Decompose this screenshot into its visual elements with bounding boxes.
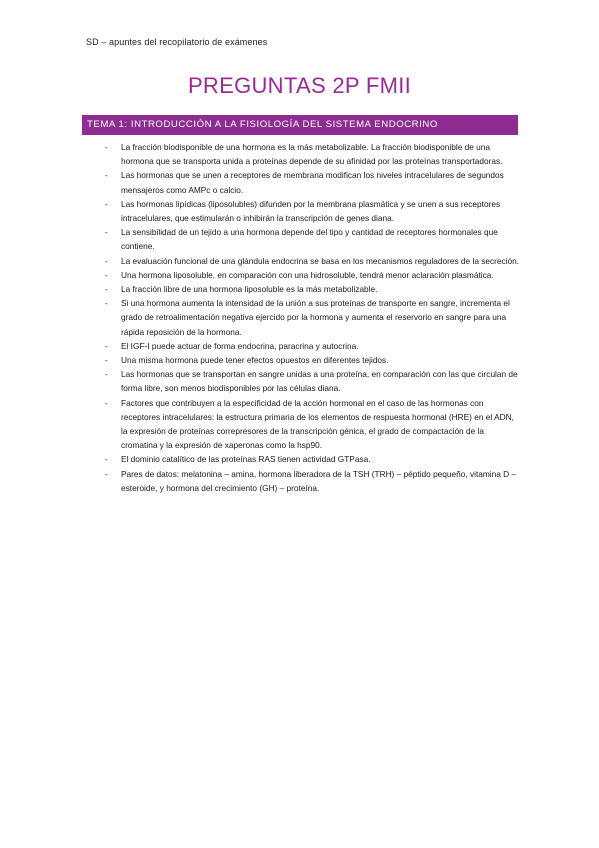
bullet-dash: - (105, 170, 108, 181)
list-item (0, 140, 520, 168)
list-item (0, 268, 520, 282)
list-item-text: Pares de datos: melatonina – amina, hormona liberadora de la TSH (TRH) – péptido pequeño, vitamina D – esteroide, y hormona del crecimiento (GH) – proteína. (121, 468, 517, 493)
list-item (0, 467, 520, 495)
list-item (0, 353, 520, 367)
bullet-dash: - (105, 369, 108, 380)
bullet-dash: - (105, 397, 108, 408)
list-item-text: Las hormonas que se unen a receptores de membrana modifican los niveles intracelulares de segundos mensajeros como AMPc o calcio. (121, 170, 504, 195)
bullet-dash: - (105, 269, 108, 280)
bullet-dash: - (105, 198, 108, 209)
list-item-text: Una hormona liposoluble, en comparación con una hidrosoluble, tendrá menor aclaración plasmática. (121, 269, 494, 280)
list-item-text: El dominio catalítico de las proteínas RAS tienen actividad GTPasa. (121, 454, 371, 465)
list-item-text: Las hormonas que se transportan en sangre unidas a una proteína, en comparación con las que circulan de forma libre, son menos biodisponibles por las células diana. (121, 369, 518, 394)
bullet-dash: - (105, 468, 108, 479)
list-item (0, 367, 520, 395)
list-item (0, 254, 520, 268)
list-item-text: La fracción libre de una hormona liposoluble es la más metabolizable. (121, 284, 378, 295)
list-item-text: Las hormonas lipídicas (liposolubles) difunden por la membrana plasmática y se unen a sus receptores intracelulares, que estimularán o inhibirán la transcripción de genes diana. (121, 198, 501, 224)
bullet-dash: - (105, 142, 108, 152)
header-note: SD – apuntes del recopilatorio de exámenes (86, 37, 268, 47)
list-item-text: Una misma hormona puede tener efectos opuestos en diferentes tejidos. (121, 355, 389, 366)
page-title: PREGUNTAS 2P FMII (187, 73, 412, 98)
list-item (0, 197, 520, 225)
list-item-text: La sensibilidad de un tejido a una hormona depende del tipo y cantidad de receptores hormonales que contiene. (121, 227, 498, 252)
list-item (0, 396, 520, 453)
bullet-dash: - (105, 255, 108, 266)
list-item-text: La fracción biodisponible de una hormona es la más metabolizable. La fracción biodisponible de una hormona que se transporta unida a proteínas depende de su afinidad por las proteínas transportadoras. (121, 142, 503, 167)
bullet-dash: - (105, 454, 108, 465)
section-heading (82, 115, 518, 135)
list-item (0, 452, 520, 466)
list-item-text: El IGF-I puede actuar de forma endocrina, paracrina y autocrina. (121, 340, 359, 351)
list-item (0, 296, 520, 339)
bullet-dash: - (105, 227, 108, 238)
list-item-text: Si una hormona aumenta la intensidad de la unión a sus proteínas de transporte en sangre, incrementa el grado de retroalimentación negativa ejercido por la hormona y aumenta el reservorio en sangre para una rápida reposición de la hormona. (121, 298, 510, 337)
list-item-text: Factores que contribuyen a la especificidad de la acción hormonal en el caso de las hormonas con receptores intracelulares: la estructura primaria de los elementos de respuesta hormonal (HRE) en el ADN, la expresión de proteínas correpresores de la transcripción génica, el grado de compactación de la cromatina y la expresión de xaperonas como la hsp90. (121, 397, 514, 451)
question-list (0, 140, 599, 495)
list-item (0, 339, 520, 353)
list-item-text: La evaluación funcional de una glándula endocrina se basa en los mecanismos reguladores de la secreción. (121, 255, 520, 266)
list-item (0, 225, 520, 253)
bullet-dash: - (105, 298, 108, 309)
list-item (0, 168, 520, 196)
bullet-dash: - (105, 284, 108, 295)
bullet-dash: - (105, 340, 108, 351)
section-heading-label: TEMA 1: INTRODUCCIÓN A LA FISIOLOGÍA DEL SISTEMA ENDOCRINO (87, 119, 438, 130)
bullet-dash: - (105, 355, 108, 366)
list-item (0, 282, 520, 296)
